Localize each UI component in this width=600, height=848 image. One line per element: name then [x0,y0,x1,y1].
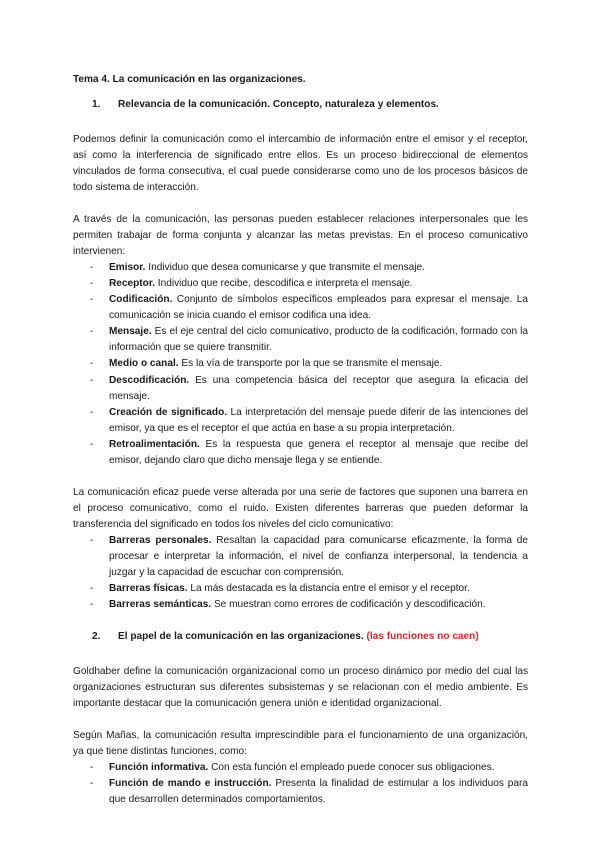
paragraph-manas: Según Mañas, la comunicación resulta imprescindible para el funcionamiento de una organización, ya que tiene distintas funciones, como: [73,729,528,757]
list-item: - Codificación. Conjunto de símbolos específicos empleados para expresar el mensaje. La comunicación se inicia cuando el emisor codifica una idea. [73,292,528,324]
list-item: - Barreras físicas. La más destacada es la distancia entre el emisor y el receptor. [73,581,528,597]
document-title: Tema 4. La comunicación en las organizaciones. [73,74,306,85]
section-1-title: Relevancia de la comunicación. Concepto, naturaleza y elementos. [118,98,439,110]
paragraph-definition: Podemos definir la comunicación como el intercambio de información entre el emisor y el receptor, así como la interferencia de significado entre ellos. Es un proceso bidireccional de elementos vinculados de forma consecutiva, el cual puede considerarse como uno de los procesos básicos de todo sistema de interacción. [73,133,528,193]
paragraph-barriers-intro: La comunicación eficaz puede verse alterada por una serie de factores que suponen una barrera en el proceso comunicativo, como el ruido. Existen diferentes barreras que pueden deformar la transferencia del significado en todos los niveles del ciclo comunicativo: [73,486,528,530]
list-item: - Creación de significado. La interpretación del mensaje puede diferir de las intenciones del emisor, ya que es el receptor el que actúa en base a su propia interpretación. [73,405,528,437]
list-item: - Barreras semánticas. Se muestran como errores de codificación y descodificación. [73,597,528,613]
list-item: - Barreras personales. Resaltan la capacidad para comunicarse eficazmente, la forma de procesar e interpretar la información, el nivel de confianza interpersonal, la tendencia a juzgar y la capacidad de escuchar con comprensión. [73,533,528,581]
elements-list [73,260,528,469]
paragraph-process-intro: A través de la comunicación, las personas pueden establecer relaciones interpersonales que les permiten trabajar de forma conjunta y alcanzar las metas previstas. En el proceso comunicativo intervienen: [73,213,528,257]
list-item: - Función de mando e instrucción. Presenta la finalidad de estimular a los individuos para que desarrollen determinados comportamientos. [73,776,528,808]
paragraph-goldhaber: Goldhaber define la comunicación organizacional como un proceso dinámico por medio del cual las organizaciones estructuran sus diferentes subsistemas y se relacionan con el medio ambiente. Es importante destacar que la comunicación genera unión e identidad organizacional. [73,665,528,710]
list-item: - Receptor. Individuo que recibe, descodifica e interpreta el mensaje. [73,276,528,292]
section-2-heading [73,629,528,645]
list-item: - Función informativa. Con esta función el empleado puede conocer sus obligaciones. [73,760,528,776]
section-1-number: 1. [92,98,101,110]
section-2-number: 2. [92,630,101,642]
list-item: - Emisor. Individuo que desea comunicarse y que transmite el mensaje. [73,260,528,276]
section-2-note: (las funciones no caen) [366,630,479,642]
functions-list [73,760,528,808]
barriers-list [73,533,528,613]
list-item: - Medio o canal. Es la vía de transporte por la que se transmite el mensaje. [73,356,528,372]
list-item: - Mensaje. Es el eje central del ciclo comunicativo, producto de la codificación, formado con la información que se quiere transmitir. [73,324,528,356]
list-item: - Retroalimentación. Es la respuesta que genera el receptor al mensaje que recibe del emisor, dejando claro que dicho mensaje llega y se entiende. [73,437,528,469]
section-2-title: El papel de la comunicación en las organizaciones. (las funciones no caen) [118,630,479,642]
list-item: - Descodificación. Es una competencia básica del receptor que asegura la eficacia del mensaje. [73,373,528,405]
document-page [73,72,528,824]
section-1-heading [73,97,528,113]
